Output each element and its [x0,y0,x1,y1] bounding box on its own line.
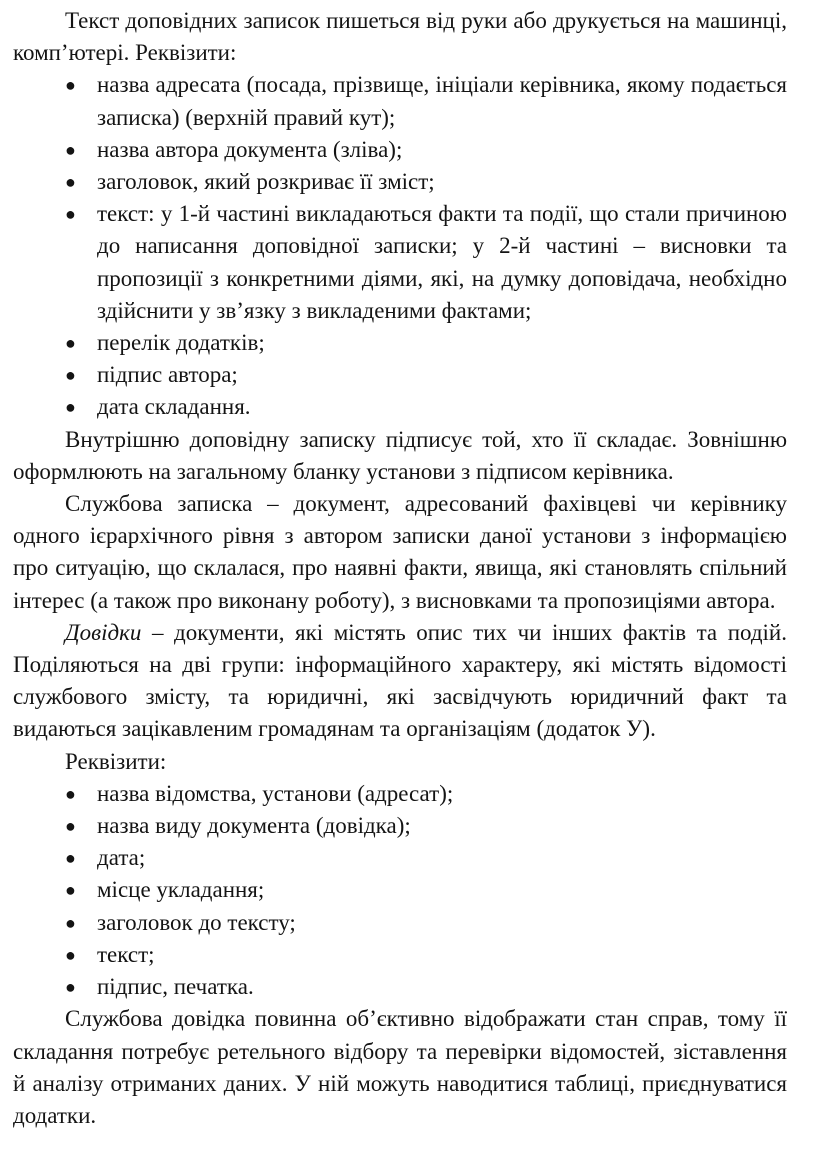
certificates-text: – документи, які містять опис тих чи інших фактів та подій. Поділяються на дві групи: інформаційного характеру, які містять відомості службового змісту, та юридичні, які засвідчують юридичний факт та видаються зацікавленим громадянам та організаціям (додаток У). [13,619,787,742]
list-item [13,327,787,359]
list-item [13,907,787,939]
bullet-icon: ● [65,333,76,354]
bullet-icon: ● [65,365,76,386]
list-item [13,134,787,166]
bullet-icon: ● [65,880,76,901]
intro-paragraph: Текст доповідних записок пишеться від руки або друкується на машинці, комп’ютері. Реквізити: [13,8,787,66]
list-item [13,198,787,327]
list-item-text: заголовок до тексту; [97,909,296,935]
list-item [13,359,787,391]
bullet-icon: ● [65,944,76,965]
list-item-text: текст; [97,941,155,967]
list-item [13,971,787,1003]
list-item-text: дата; [97,845,146,871]
bullet-icon: ● [65,783,76,804]
bullet-icon: ● [65,204,76,225]
bullet-icon: ● [65,977,76,998]
list-item [13,69,787,133]
list-item [13,810,787,842]
list-item [13,778,787,810]
list-item-text: заголовок, який розкриває її зміст; [97,169,435,195]
list-item-text: перелік додатків; [97,330,265,356]
list-item-text: підпис, печатка. [97,974,254,1000]
bullet-icon: ● [65,912,76,933]
list-item [13,939,787,971]
memo-requisites-list [13,69,787,423]
certificate-requisites-list [13,778,787,1003]
list-item-text: місце укладання; [97,877,265,903]
bullet-icon: ● [65,848,76,869]
service-note-paragraph: Службова записка – документ, адресований фахівцеві чи керівнику одного ієрархічного рівня з автором записки даної установи з інформацією про ситуацію, що склалася, про наявні факти, явища, які становлять спільний інтерес (а також про виконану роботу), з висновками та пропозиціями автора. [13,491,787,613]
bullet-icon: ● [65,75,76,96]
final-paragraph: Службова довідка повинна об’єктивно відображати стан справ, тому її складання потребує ретельного відбору та перевірки відомостей, зіставлення й аналізу отриманих даних. У ній можуть наводитися таблиці, приєднуватися додатки. [13,1006,787,1128]
list-item-text: назва адресата (посада, прізвище, ініціали керівника, якому подається записка) (верхній правий кут); [97,72,787,130]
internal-memo-paragraph: Внутрішню доповідну записку підписує той, хто її складає. Зовнішню оформлюють на загальному бланку установи з підписом керівника. [13,426,787,484]
list-item-text: назва виду документа (довідка); [97,813,411,839]
document-page [13,5,787,1132]
list-item-text: текст: у 1-й частині викладаються факти та події, що стали причиною до написання доповідної записки; у 2-й частині – висновки та пропозиції з конкретними діями, які, на думку доповідача, необхідно здійснити у зв’язку з викладеними фактами; [97,201,787,323]
list-item-text: назва автора документа (зліва); [97,136,403,162]
requisites-label: Реквізити: [65,748,167,774]
list-item [13,391,787,423]
list-item [13,874,787,906]
list-item-text: дата складання. [97,394,251,420]
bullet-icon: ● [65,172,76,193]
bullet-icon: ● [65,139,76,160]
list-item-text: підпис автора; [97,362,238,388]
list-item [13,842,787,874]
list-item [13,166,787,198]
bullet-icon: ● [65,397,76,418]
certificates-paragraph [13,617,787,746]
certificates-term: Довідки [65,619,142,645]
bullet-icon: ● [65,816,76,837]
list-item-text: назва відомства, установи (адресат); [97,780,454,806]
